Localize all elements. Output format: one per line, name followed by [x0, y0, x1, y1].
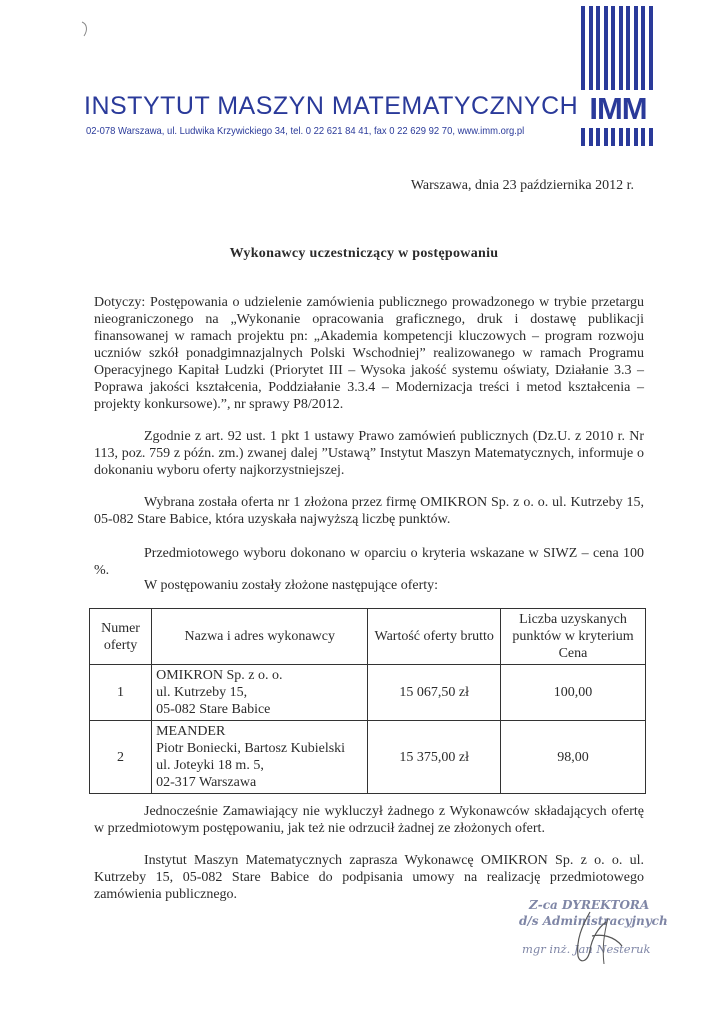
paragraph-jednoczesnie: Jednocześnie Zamawiający nie wykluczył żadnego z Wykonawców składających ofertę w przedmiotowym postępowaniu, jak też nie odrzucił żadnej ze złożonych ofert.	[94, 804, 644, 836]
stamp-line-department: d/s Administracyjnych	[519, 914, 668, 928]
paragraph-instytut: Instytut Maszyn Matematycznych zaprasza Wykonawcę OMIKRON Sp. z o. o. ul. Kutrzeby 15, 05-082 Stare Babice do podpisania umowy na realizację przedmiotowego zamówienia publicznego.	[94, 853, 644, 902]
offer-name	[152, 721, 368, 794]
table-row	[90, 721, 646, 794]
header-name: Nazwa i adres wykonawcy	[152, 609, 368, 665]
institute-name: INSTYTUT MASZYN MATEMATYCZNYCH	[84, 92, 579, 120]
offer-value: 15 067,50 zł	[368, 665, 501, 721]
logo-bars-top	[581, 6, 653, 90]
offer-name-line: 02-317 Warszawa	[156, 775, 257, 790]
institute-address: 02-078 Warszawa, ul. Ludwika Krzywickiego 34, tel. 0 22 621 84 41, fax 0 22 629 92 70, www.imm.org.pl	[86, 125, 525, 137]
logo-text: IMM	[589, 91, 647, 126]
offer-name-line: OMIKRON Sp. z o. o.	[156, 668, 283, 683]
offer-number: 2	[90, 721, 152, 794]
offer-name-line: ul. Joteyki 18 m. 5,	[156, 758, 264, 773]
header-points: Liczba uzyskanych punktów w kryterium Cena	[500, 609, 645, 665]
paragraph-wybrana: Wybrana została oferta nr 1 złożona przez firmę OMIKRON Sp. z o. o. ul. Kutrzeby 15, 05-082 Stare Babice, która uzyskała najwyższą liczbę punktów.	[94, 495, 644, 527]
offer-name	[152, 665, 368, 721]
table-row	[90, 665, 646, 721]
stamp-line-name: mgr inż. Jan Nesteruk	[522, 942, 651, 956]
offer-points: 100,00	[500, 665, 645, 721]
letter-date: Warszawa, dnia 23 października 2012 r.	[410, 178, 634, 193]
offer-name-line: 05-082 Stare Babice	[156, 702, 271, 717]
paragraph-przedmiotowego: Przedmiotowego wyboru dokonano w oparciu o kryteria wskazane w SIWZ – cena 100 %.	[94, 546, 644, 578]
letter-heading: Wykonawcy uczestniczący w postępowaniu	[229, 246, 499, 261]
paragraph-zgodnie: Zgodnie z art. 92 ust. 1 pkt 1 ustawy Prawo zamówień publicznych (Dz.U. z 2010 r. Nr 113, poz. 759 z późn. zm.) zwanej dalej ”Ustawą” Instytut Maszyn Matematycznych, informuje o dokonaniu wyboru oferty najkorzystniejszej.	[94, 429, 644, 478]
offers-table	[89, 608, 646, 794]
table-header-row	[90, 609, 646, 665]
offer-value: 15 375,00 zł	[368, 721, 501, 794]
header-number: Numer oferty	[90, 609, 152, 665]
imm-logo	[579, 0, 657, 150]
offer-name-line: Piotr Boniecki, Bartosz Kubielski	[156, 741, 346, 756]
offer-points: 98,00	[500, 721, 645, 794]
handwritten-signature	[532, 906, 642, 970]
logo-bars-bottom	[581, 128, 653, 146]
offer-name-line: MEANDER	[156, 724, 226, 739]
offer-number: 1	[90, 665, 152, 721]
offer-name-line: ul. Kutrzeby 15,	[156, 685, 248, 700]
paragraph-dotyczy: Dotyczy: Postępowania o udzielenie zamówienia publicznego prowadzonego w trybie przetargu nieograniczonego na „Wykonanie opracowania graficznego, druk i dostawę publikacji finansowanej w ramach projektu pn: „Akademia kompetencji kluczowych – program rozwoju uczniów szkół ponadgimnazjalnych Polski Wschodniej” realizowanego w ramach Programu Operacyjnego Kapitał Ludzki (Priorytet III – Wysoka jakość systemu oświaty, Działanie 3.3 – Poprawa jakości kształcenia, Poddziałanie 3.3.4 – Modernizacja treści i metod kształcenia – projekty konkursowe).”, nr sprawy P8/2012.	[94, 295, 644, 412]
stamp-line-title: Z-ca DYREKTORA	[529, 898, 650, 912]
paragraph-w-postepowaniu: W postępowaniu zostały złożone następujące oferty:	[144, 578, 439, 593]
signature-stamp	[512, 898, 668, 968]
header-value: Wartość oferty brutto	[368, 609, 501, 665]
scan-mark	[78, 20, 92, 38]
